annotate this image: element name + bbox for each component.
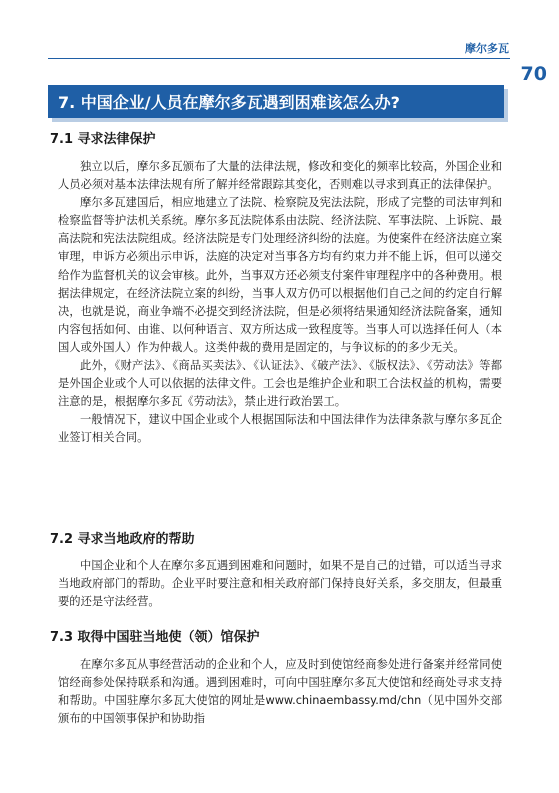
section-heading-7-1: 7.1 寻求法律保护 (50, 132, 156, 147)
header-country: 摩尔多瓦 (465, 42, 509, 55)
section-body-7-1 (58, 158, 502, 448)
page-number: 70 (520, 63, 547, 85)
paragraph: 一般情况下，建议中国企业或个人根据国际法和中国法律作为法律条款与摩尔多瓦企业签订相关合同。 (58, 413, 502, 445)
section-heading-7-3: 7.3 取得中国驻当地使（领）馆保护 (50, 630, 260, 645)
chapter-title: 7. 中国企业/人员在摩尔多瓦遇到困难该怎么办? (58, 93, 400, 112)
paragraph: 此外，《财产法》、《商品买卖法》、《认证法》、《破产法》、《版权法》、《劳动法》等都是外国企业或个人可以依据的法律文件。工会也是维护企业和职工合法权益的机构，需要注意的是，根据摩尔多瓦《劳动法》，禁止进行政治罢工。 (58, 359, 502, 409)
section-heading-7-2: 7.2 寻求当地政府的帮助 (50, 532, 195, 547)
paragraph: 在摩尔多瓦从事经营活动的企业和个人，应及时到使馆经商参处进行备案并经常同使馆经商参处保持联系和沟通。遇到困难时，可向中国驻摩尔多瓦大使馆和经商处寻求支持和帮助。中国驻摩尔多瓦大使馆的网址是www.chinaembassy.md/chn（见中国外交部颁布的中国领事保护和协助指 (58, 658, 502, 726)
chapter-banner (48, 85, 504, 118)
paragraph: 独立以后，摩尔多瓦颁布了大量的法律法规，修改和变化的频率比较高，外国企业和人员必须对基本法律法规有所了解并经常跟踪其变化，否则难以寻求到真正的法律保护。 (58, 160, 502, 192)
paragraph: 摩尔多瓦建国后，相应地建立了法院、检察院及宪法法院，形成了完整的司法审判和检察监督等护法机关系统。摩尔多瓦法院体系由法院、经济法院、军事法院、上诉院、最高法院和宪法法院组成。经济法院是专门处理经济纠纷的法庭。为使案件在经济法庭立案审理，申诉方必须出示申诉，法庭的决定对当事各方均有约束力并不能上诉，但可以递交给作为监督机关的议会审核。此外，当事双方还必须支付案件审理程序中的各种费用。根据法律规定，在经济法院立案的纠纷，当事人双方仍可以根据他们自己之间的约定自行解决，也就是说，商业争端不必提交到经济法院，但是必须将结果通知经济法院备案，通知内容包括如何、由谁、以何种语言、双方所达成一致程度等。当事人可以选择任何人（本国人或外国人）作为仲裁人。这类仲裁的费用是固定的，与争议标的的多少无关。 (58, 196, 502, 354)
section-body-7-2 (58, 557, 502, 611)
header-rule (48, 58, 510, 59)
section-body-7-3 (58, 656, 502, 728)
paragraph: 中国企业和个人在摩尔多瓦遇到困难和问题时，如果不是自己的过错，可以适当寻求当地政府部门的帮助。企业平时要注意和相关政府部门保持良好关系，多交朋友，但最重要的还是守法经营。 (58, 559, 502, 609)
